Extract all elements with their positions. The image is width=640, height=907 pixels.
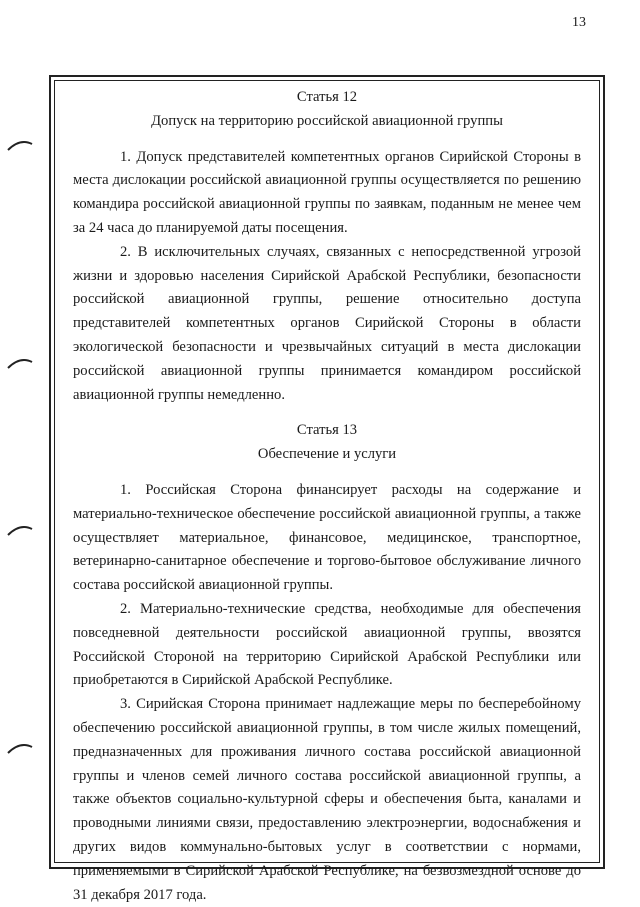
article-13: [73, 419, 581, 907]
paragraph: 2. Материально-технические средства, необходимые для обеспечения повседневной деятельности российской авиационной группы, ввозятся Российской Стороной на территорию Сирийской Арабской Республики или приобретаются в Сирийской Арабской Республике.: [73, 600, 581, 689]
article-heading: Обеспечение и услуги: [257, 446, 397, 463]
punch-hole-mark: [6, 138, 34, 152]
paragraph: 1. Российская Сторона финансирует расходы на содержание и материально-техническое обеспечение российской авиационной группы, а также осуществляет материальное, финансовое, медицинское, транспортное, ветеринарно-санитарное обеспечение и торгово-бытовое обслуживание личного состава российской авиационной группы.: [73, 481, 581, 594]
article-heading: Допуск на территорию российской авиационной группы: [151, 112, 503, 129]
paragraph: 1. Допуск представителей компетентных органов Сирийской Стороны в места дислокации российской авиационной группы осуществляется по решению командира российской авиационной группы по заявкам, поданным не менее чем за 24 часа до планируемой даты посещения.: [73, 148, 581, 236]
document-body: [73, 86, 581, 907]
punch-hole-mark: [6, 741, 34, 755]
paragraph: 3. Сирийская Сторона принимает надлежащие меры по бесперебойному обеспечению российской авиационной группы, в том числе жилых помещений, предназначенных для проживания личного состава российской авиационной группы и членов семей личного состава российской авиационной группы, а также объектов социально-культурной сферы и обеспечения быта, каналами и проводными линиями связи, предоставлению электроэнергии, водоснабжения и других видов коммунально-бытовых услуг в соответствии с нормами, применяемыми в Сирийской Арабской Республике, на безвозмездной основе до 31 декабря 2017 года.: [73, 696, 581, 903]
article-title: Статья 13: [296, 422, 358, 439]
paragraph: 2. В исключительных случаях, связанных с непосредственной угрозой жизни и здоровью населения Сирийской Арабской Республики, безопасности российской авиационной группы, решение относительно доступа представителей компетентных органов Сирийской Стороны в области экологической безопасности и чрезвычайных ситуаций в места дислокации российской авиационной группы принимается командиром российской авиационной группы немедленно.: [73, 243, 581, 403]
page-number: 13: [572, 15, 586, 30]
punch-hole-mark: [6, 356, 34, 370]
article-12: [73, 86, 581, 407]
article-title: Статья 12: [296, 89, 358, 105]
punch-hole-mark: [6, 523, 34, 537]
